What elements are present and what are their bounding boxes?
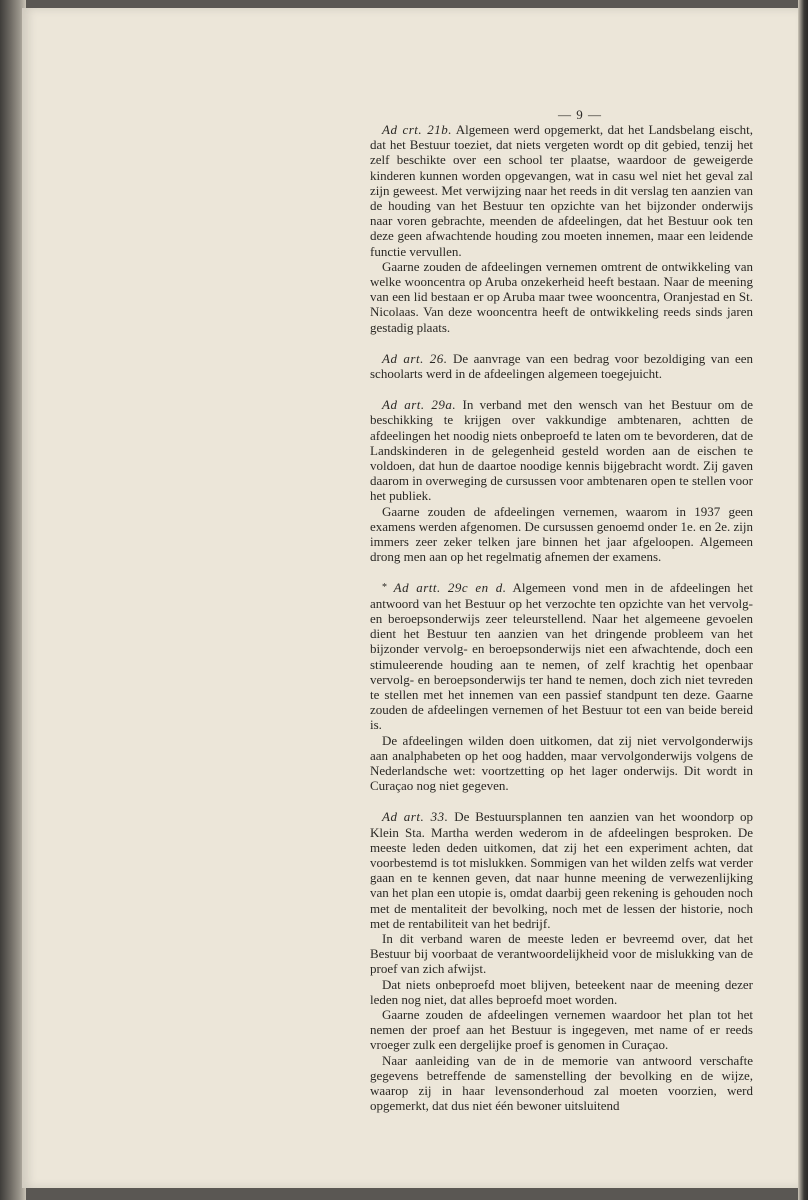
paragraph bbox=[370, 259, 753, 335]
paragraph-text: De Bestuursplannen ten aanzien van het woondorp op Klein Sta. Martha werden wederom in de afdeelingen besproken. De meeste leden deden uitkomen, dat zij het een experiment achten, dat voorbestemd is tot mislukken. Sommigen van het wilden zelfs wat verder gaan en te kennen geven, dat naar hunne meening de verwezenlijking van het plan een utopie is, omdat daarbij geen rekening is gehouden noch met de mentaliteit der bevolking, noch met de lessen der historie, noch met de rentabiliteit van het bedrijf. bbox=[370, 809, 753, 931]
asterisk-marker: * bbox=[382, 582, 387, 594]
paragraph bbox=[370, 580, 753, 732]
paragraph bbox=[370, 809, 753, 931]
page-number: — 9 — bbox=[558, 107, 602, 122]
book-right-edge bbox=[798, 0, 808, 1200]
paragraph-text: In verband met den wensch van het Bestuur om de beschikking te krijgen over vakkundige ambtenaren, achtten de afdeelingen het noodig niets onbeproefd te laten om te bevorderen, dat de Landskinderen in de gelegenheid gesteld worden aan de eischen te voldoen, dat hun de daartoe noodige kennis bijgebracht wordt. Zij gaven daarom in overweging de cursussen voor ambtenaren open te stellen voor het publiek. bbox=[370, 397, 753, 504]
paragraph bbox=[370, 351, 753, 381]
paragraph-text: De afdeelingen wilden doen uitkomen, dat zij niet vervolgonderwijs aan analphabeten op het oog hadden, maar vervolgonderwijs volgens de Nederlandsche wet: voortzetting op het lager onderwijs. Dit wordt in Curaçao nog niet gegeven. bbox=[370, 732, 753, 794]
paragraph-text: Gaarne zouden de afdeelingen vernemen, waarom in 1937 geen examens werden afgenomen. De cursussen genoemd onder 1e. en 2e. zijn immers zeer zeker telken jare binnen het jaar afgeloopen. Algemeen drong men aan op het regelmatig afnemen der examens. bbox=[370, 503, 753, 565]
paragraph bbox=[370, 931, 753, 977]
paragraph-text: Dat niets onbeproefd moet blijven, beteekent naar de meening dezer leden nog niet, dat alles beproefd moet worden. bbox=[370, 976, 753, 1007]
paragraph bbox=[370, 733, 753, 794]
paragraph bbox=[370, 1007, 753, 1053]
article-reference: Ad art. 29a. bbox=[382, 397, 457, 413]
paragraph-text: Gaarne zouden de afdeelingen vernemen omtrent de ontwikkeling van welke wooncentra op Aruba onzekerheid heeft bestaan. Naar de meening van een lid bestaan er op Aruba maar twee wooncentra, Oranjestad en St. Nicolaas. Van deze wooncentra heeft de ontwikkeling reeds sinds jaren gestadig plaats. bbox=[370, 258, 753, 335]
paragraph bbox=[370, 504, 753, 565]
article-section bbox=[370, 580, 753, 793]
document-body bbox=[370, 122, 753, 1113]
article-reference: Ad artt. 29c en d. bbox=[393, 580, 507, 596]
paragraph-text: De aanvrage van een bedrag voor bezoldiging van een schoolarts werd in de afdeelingen algemeen toegejuicht. bbox=[370, 350, 753, 382]
paragraph-text: Algemeen werd opgemerkt, dat het Landsbelang eischt, dat het Bestuur toeziet, dat niets vergeten wordt op dit gebied, tenzij het zelf beschikte over een school ter plaatse, waardoor de geweigerde kinderen kunnen worden opgevangen, wat in casu wel niet het geval zal zijn geweest. Met verwijzing naar het reeds in dit verslag ten aanzien van de houding van het Bestuur ten opzichte van het bijzonder onderwijs naar voren gebrachte, meenden de afdeelingen, dat het Bestuur ook ten deze geen afwachtende houding zou moeten innemen, maar een leidende functie vervullen. bbox=[370, 122, 753, 259]
paragraph-text: In dit verband waren de meeste leden er bevreemd over, dat het Bestuur bij voorbaat de verantwoordelijkheid voor de mislukking van de proef van zich afwijst. bbox=[370, 930, 753, 977]
article-section bbox=[370, 122, 753, 335]
paragraph bbox=[370, 122, 753, 259]
article-reference: Ad art. 26. bbox=[382, 350, 448, 366]
article-section bbox=[370, 397, 753, 564]
article-section bbox=[370, 351, 753, 381]
paragraph-text: Gaarne zouden de afdeelingen vernemen waardoor het plan tot het nemen der proef aan het Bestuur is ingegeven, met name of er reeds vroeger zulk een dergelijke proef is genomen in Curaçao. bbox=[370, 1006, 753, 1053]
paragraph bbox=[370, 1053, 753, 1114]
paragraph bbox=[370, 397, 753, 503]
paragraph bbox=[370, 977, 753, 1007]
paragraph-text: Algemeen vond men in de afdeelingen het antwoord van het Bestuur op het verzochte ten opzichte van het vervolg- en beroepsonderwijs zeer teleurstellend. Naar het algemeene gevoelen dient het Bestuur ten aanzien van het dringende probleem van het bijzonder vervolg- en beroepsonderwijs niet een afwachtende, doch een stimuleerende houding aan te nemen, of zelf krachtig het openbaar vervolg- en beroepsonderwijs ter hand te nemen, doch zich niet tevreden te stellen met het innemen van een passief standpunt ten deze. Gaarne zouden de afdeelingen vernemen of het Bestuur tot een van beide bereid is. bbox=[370, 580, 754, 733]
article-reference: Ad art. 33. bbox=[382, 809, 449, 825]
paragraph-text: Naar aanleiding van de in de memorie van antwoord verschafte gegevens betreffende de samenstelling der bevolking en de wijze, waarop zij in haar levensonderhoud zal moeten voorzien, werd opgemerkt, dat dus niet één bewoner uitsluitend bbox=[370, 1052, 753, 1114]
article-reference: Ad crt. 21b. bbox=[382, 122, 452, 137]
article-section bbox=[370, 809, 753, 1113]
